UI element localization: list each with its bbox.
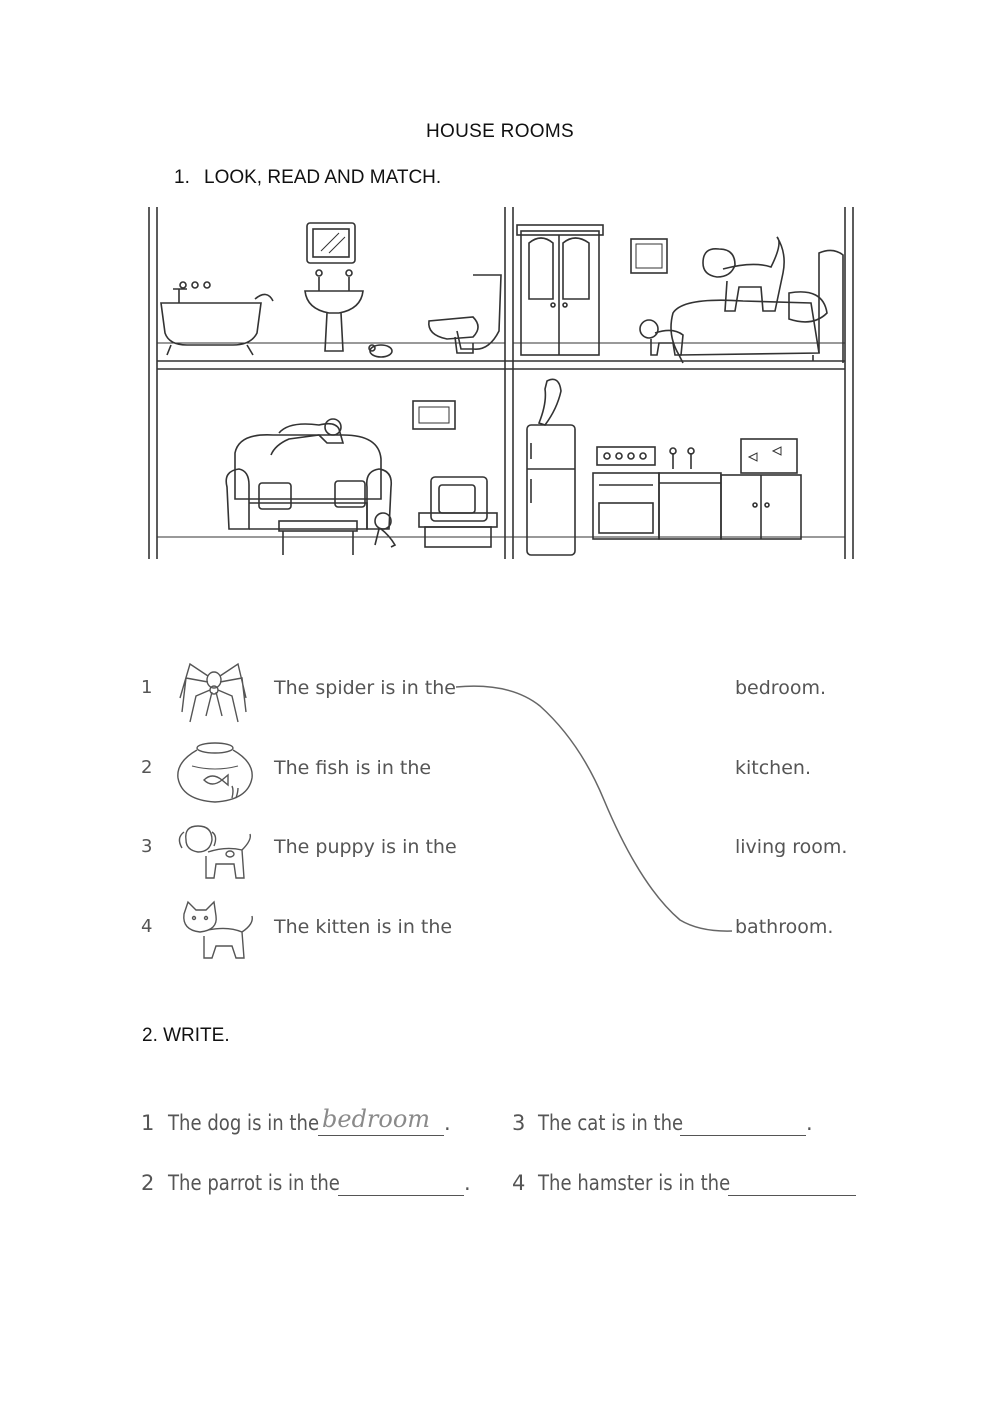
toilet [429, 275, 501, 353]
match-room-3: living room. [735, 836, 848, 858]
write-sentence-2: The parrot is in the [168, 1171, 340, 1195]
match-sentence-1: The spider is in the [274, 677, 456, 699]
living-room-picture [413, 401, 455, 429]
match-room-2: kitchen. [735, 757, 811, 779]
cooker [593, 447, 659, 539]
write-number-3: 3 [512, 1111, 526, 1135]
match-number-4: 4 [141, 916, 153, 937]
bed [671, 250, 843, 363]
match-number-3: 3 [141, 836, 153, 857]
section-1-title: LOOK, READ AND MATCH. [204, 167, 442, 188]
kitchen-sink [659, 448, 721, 539]
cat [271, 419, 343, 455]
match-sentence-3: The puppy is in the [274, 836, 457, 858]
wardrobe [517, 225, 603, 355]
write-end-2: . [464, 1171, 471, 1195]
match-sentence-4: The kitten is in the [274, 916, 453, 938]
write-number-1: 1 [141, 1111, 155, 1135]
write-end-3: . [806, 1111, 813, 1135]
write-number-4: 4 [512, 1171, 526, 1195]
bathtub [161, 282, 273, 355]
kitten-icon [172, 900, 258, 966]
bathroom-mirror [307, 223, 355, 263]
kitten [375, 513, 395, 547]
section-2-heading: 2. WRITE. [142, 1025, 230, 1046]
write-answer-line-3[interactable] [680, 1111, 806, 1136]
hamster [369, 345, 392, 357]
sink [305, 270, 363, 351]
match-number-1: 1 [141, 677, 153, 698]
write-answer-line-2[interactable] [338, 1171, 464, 1196]
write-sentence-3: The cat is in the [538, 1111, 684, 1135]
parrot [539, 379, 561, 425]
write-answer-line-1[interactable] [318, 1105, 444, 1136]
coffee-table [279, 521, 357, 555]
match-sentence-2: The fish is in the [274, 757, 432, 779]
fishbowl-icon [172, 740, 258, 806]
write-sentence-4: The hamster is in the [538, 1171, 731, 1195]
page-title: HOUSE ROOMS [426, 121, 574, 142]
match-number-2: 2 [141, 757, 153, 778]
puppy-icon [172, 820, 258, 886]
kitchen-cupboard [721, 475, 801, 539]
sofa [226, 435, 391, 529]
section-1-number: 1. [174, 167, 190, 188]
house-rooms-illustration [143, 203, 858, 563]
write-sentence-1: The dog is in the [168, 1111, 320, 1135]
fish-tank [741, 439, 797, 473]
fridge [527, 425, 575, 555]
match-room-4: bathroom. [735, 916, 834, 938]
write-end-1: . [444, 1111, 451, 1135]
bedroom-picture [631, 239, 667, 273]
write-answer-line-4[interactable] [728, 1171, 856, 1196]
write-answer-1: bedroom [322, 1105, 431, 1133]
section-1-heading [174, 167, 441, 189]
spider-icon [172, 660, 258, 726]
match-room-1: bedroom. [735, 677, 827, 699]
write-number-2: 2 [141, 1171, 155, 1195]
